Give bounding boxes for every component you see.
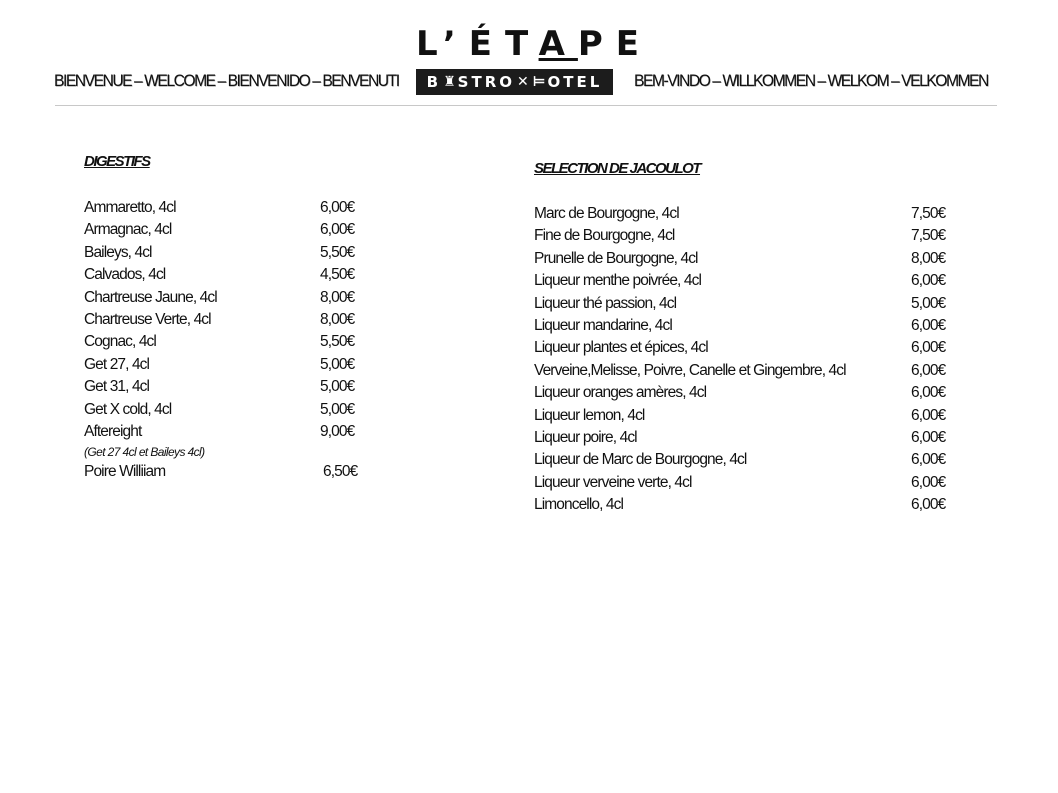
item-price: 6,00€ xyxy=(320,221,355,239)
item-price: 6,00€ xyxy=(320,199,355,216)
item-price: 6,00€ xyxy=(911,428,946,446)
item-price: 5,00€ xyxy=(320,378,355,396)
item-name: Aftereight xyxy=(84,422,142,440)
bottle-icon: ♜ xyxy=(443,74,456,90)
item-name: Liqueur oranges amères, 4cl xyxy=(534,384,707,402)
menu-item xyxy=(534,494,954,516)
item-price: 6,00€ xyxy=(911,384,946,402)
banner-text: B xyxy=(426,73,442,91)
menu-item xyxy=(534,203,954,225)
item-price: 6,50€ xyxy=(323,463,358,481)
item-name: Liqueur mandarine, 4cl xyxy=(534,316,672,334)
menu-item xyxy=(534,427,954,449)
item-price: 9,00€ xyxy=(320,422,355,440)
item-price: 5,00€ xyxy=(320,355,355,373)
item-name: Liqueur poire, 4cl xyxy=(534,428,637,446)
item-price: 6,00€ xyxy=(911,339,946,357)
menu-item xyxy=(84,421,374,443)
jacoulot-list xyxy=(534,203,954,516)
cutlery-icon: ✕ xyxy=(517,74,529,90)
menu-item xyxy=(534,315,954,337)
menu-item xyxy=(84,399,374,421)
item-price: 7,50€ xyxy=(911,205,946,222)
menu-item xyxy=(84,287,374,309)
item-price: 6,00€ xyxy=(911,316,946,334)
item-name: Get 27, 4cl xyxy=(84,355,150,373)
item-price: 6,00€ xyxy=(911,496,946,514)
item-name: Fine de Bourgogne, 4cl xyxy=(534,227,675,245)
item-price: 6,00€ xyxy=(911,451,946,469)
item-name: Verveine,Melisse, Poivre, Canelle et Gingembre, 4cl xyxy=(534,361,846,379)
item-name: Chartreuse Jaune, 4cl xyxy=(84,288,217,306)
banner-text: OTEL xyxy=(547,73,603,91)
menu-item xyxy=(84,309,374,331)
menu-item xyxy=(534,270,954,292)
item-name: Poire Williiam xyxy=(84,463,166,481)
item-name: Chartreuse Verte, 4cl xyxy=(84,310,211,328)
menu-item xyxy=(534,382,954,404)
menu-item xyxy=(534,248,954,270)
item-name: Calvados, 4cl xyxy=(84,266,166,284)
item-name: Cognac, 4cl xyxy=(84,333,156,351)
item-price: 4,50€ xyxy=(320,266,355,284)
item-price: 5,50€ xyxy=(320,243,355,261)
item-name: Liqueur de Marc de Bourgogne, 4cl xyxy=(534,451,747,469)
section-title-jacoulot: SELECTION DE JACOULOT xyxy=(534,160,701,177)
menu-item xyxy=(84,376,374,398)
item-name: Marc de Bourgogne, 4cl xyxy=(534,205,679,222)
menu-item xyxy=(84,331,374,353)
banner-text: STRO xyxy=(457,73,515,91)
item-price: 6,00€ xyxy=(911,361,946,379)
item-name: Liqueur plantes et épices, 4cl xyxy=(534,339,708,357)
menu-item xyxy=(84,219,374,241)
item-name: Liqueur thé passion, 4cl xyxy=(534,294,677,312)
menu-item xyxy=(534,449,954,471)
menu-item xyxy=(84,461,374,483)
item-price: 6,00€ xyxy=(911,473,946,491)
menu-item-note xyxy=(84,443,374,461)
item-price: 6,00€ xyxy=(911,272,946,290)
item-price: 5,00€ xyxy=(320,400,355,418)
logo-title-part: PE xyxy=(577,24,653,64)
item-note: (Get 27 4cl et Baileys 4cl) xyxy=(84,445,205,460)
item-price: 7,50€ xyxy=(911,227,946,245)
menu-item xyxy=(534,472,954,494)
item-name: Get 31, 4cl xyxy=(84,378,150,396)
logo-title-underlined-a: A xyxy=(538,24,578,64)
header-divider xyxy=(55,105,997,106)
menu-item xyxy=(84,264,374,286)
digestifs-list xyxy=(84,197,374,484)
item-price: 8,00€ xyxy=(911,249,946,267)
logo-banner xyxy=(416,69,613,95)
item-name: Limoncello, 4cl xyxy=(534,496,624,514)
menu-item xyxy=(84,242,374,264)
item-name: Liqueur menthe poivrée, 4cl xyxy=(534,272,701,290)
menu-item xyxy=(534,225,954,247)
item-price: 8,00€ xyxy=(320,288,355,306)
item-name: Baileys, 4cl xyxy=(84,243,152,261)
item-name: Get X cold, 4cl xyxy=(84,400,172,418)
logo-title-part: T xyxy=(505,24,539,64)
logo-title-part: L’É xyxy=(416,24,505,64)
item-name: Ammaretto, 4cl xyxy=(84,199,176,216)
item-name: Armagnac, 4cl xyxy=(84,221,172,239)
item-name: Prunelle de Bourgogne, 4cl xyxy=(534,249,698,267)
menu-item xyxy=(534,360,954,382)
item-name: Liqueur lemon, 4cl xyxy=(534,406,645,424)
bed-icon: ⊨ xyxy=(532,74,546,90)
menu-item xyxy=(534,293,954,315)
section-title-digestifs: DIGESTIFS xyxy=(84,153,150,170)
menu-item xyxy=(534,405,954,427)
welcome-text-left: BIENVENUE – WELCOME – BIENVENIDO – BENVENUTI xyxy=(54,71,399,90)
item-price: 5,00€ xyxy=(911,294,946,312)
item-price: 8,00€ xyxy=(320,310,355,328)
menu-item xyxy=(84,197,374,219)
item-price: 6,00€ xyxy=(911,406,946,424)
welcome-text-right: BEM-VINDO – WILLKOMMEN – WELKOM – VELKOMMEN xyxy=(634,71,988,90)
menu-item xyxy=(84,354,374,376)
logo-title xyxy=(416,24,653,64)
item-name: Liqueur verveine verte, 4cl xyxy=(534,473,692,491)
item-price: 5,50€ xyxy=(320,333,355,351)
menu-item xyxy=(534,337,954,359)
